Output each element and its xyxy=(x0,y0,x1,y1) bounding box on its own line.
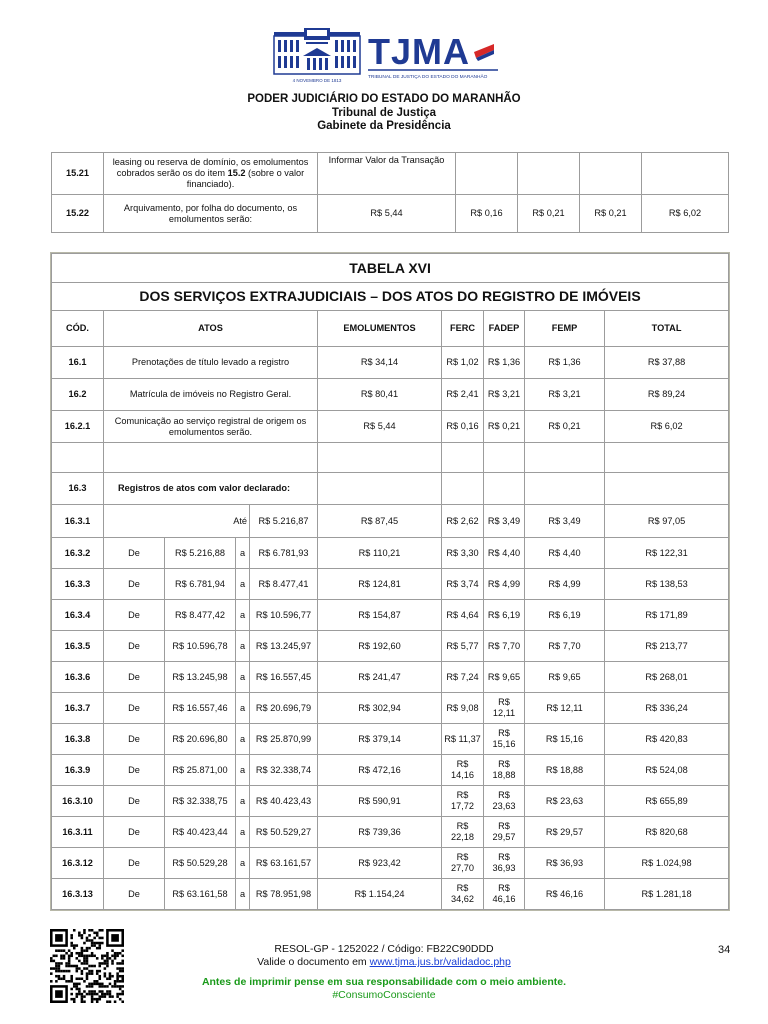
femp-cell: R$ 12,11 xyxy=(525,693,605,724)
range-from-cell: R$ 25.871,00 xyxy=(165,755,236,786)
table-row xyxy=(52,153,729,195)
ferc-cell: R$ 9,08 xyxy=(442,693,484,724)
fadep-cell: R$ 0,21 xyxy=(518,195,580,233)
fadep-cell: R$ 9,65 xyxy=(484,662,525,693)
table-title: TABELA XVI xyxy=(52,254,729,283)
total-cell xyxy=(642,153,729,195)
femp-cell: R$ 6,19 xyxy=(525,600,605,631)
de-label: De xyxy=(104,600,165,631)
code-cell: 16.3.5 xyxy=(52,631,104,662)
total-cell: R$ 1.281,18 xyxy=(605,879,729,910)
femp-cell: R$ 3,49 xyxy=(525,505,605,538)
range-to-cell: R$ 32.338,74 xyxy=(250,755,318,786)
ato-cell: leasing ou reserva de domínio, os emolumentos cobrados serão os do item 15.2 (sobre o valor financiado). xyxy=(104,153,318,195)
total-cell: R$ 89,24 xyxy=(605,379,729,411)
code-cell: 16.3.10 xyxy=(52,786,104,817)
page-number: 34 xyxy=(718,944,731,956)
range-to-cell: R$ 10.596,77 xyxy=(250,600,318,631)
range-from-cell: R$ 63.161,58 xyxy=(165,879,236,910)
de-label: De xyxy=(104,631,165,662)
de-label: De xyxy=(104,786,165,817)
code-cell: 16.3.2 xyxy=(52,538,104,569)
footer-hashtag: #ConsumoConsciente xyxy=(332,989,436,1001)
de-label: De xyxy=(104,662,165,693)
code-cell: 16.3.11 xyxy=(52,817,104,848)
header-court-name: PODER JUDICIÁRIO DO ESTADO DO MARANHÃO xyxy=(247,93,521,105)
range-from-cell: R$ 10.596,78 xyxy=(165,631,236,662)
ferc-cell: R$ 0,16 xyxy=(442,411,484,443)
ato-cell: Comunicação ao serviço registral de origem os emolumentos serão. xyxy=(104,411,318,443)
header-tribunal: Tribunal de Justiça xyxy=(331,107,437,119)
femp-cell: R$ 4,40 xyxy=(525,538,605,569)
emolumentos-cell: R$ 379,14 xyxy=(318,724,442,755)
table-row xyxy=(52,347,729,379)
de-label: De xyxy=(104,755,165,786)
range-from-cell: R$ 40.423,44 xyxy=(165,817,236,848)
fadep-cell: R$ 6,19 xyxy=(484,600,525,631)
ferc-cell: R$ 22,18 xyxy=(442,817,484,848)
ferc-cell: R$ 11,37 xyxy=(442,724,484,755)
table-title-row xyxy=(52,254,729,283)
section-label: Registros de atos com valor declarado: xyxy=(104,473,318,505)
total-cell: R$ 524,08 xyxy=(605,755,729,786)
ferc-cell xyxy=(456,153,518,195)
total-cell: R$ 97,05 xyxy=(605,505,729,538)
header-fadep: FADEP xyxy=(484,311,525,347)
total-cell: R$ 336,24 xyxy=(605,693,729,724)
emolumentos-cell: Informar Valor da Transação xyxy=(318,153,456,195)
emolumentos-cell: R$ 241,47 xyxy=(318,662,442,693)
header-gabinete: Gabinete da Presidência xyxy=(317,120,451,132)
ferc-cell: R$ 3,30 xyxy=(442,538,484,569)
ferc-cell: R$ 27,70 xyxy=(442,848,484,879)
de-label: De xyxy=(104,724,165,755)
emolumentos-cell: R$ 154,87 xyxy=(318,600,442,631)
header-emolumentos: EMOLUMENTOS xyxy=(318,311,442,347)
fadep-cell: R$ 0,21 xyxy=(484,411,525,443)
table-row xyxy=(52,724,729,755)
range-from-cell: R$ 50.529,28 xyxy=(165,848,236,879)
footer-eco-message: Antes de imprimir pense em sua responsabilidade com o meio ambiente. xyxy=(201,976,567,988)
code-cell: 16.2.1 xyxy=(52,411,104,443)
table-row xyxy=(52,195,729,233)
code-cell: 16.3.4 xyxy=(52,600,104,631)
code-cell: 16.3.1 xyxy=(52,505,104,538)
a-label: a xyxy=(236,631,250,662)
validation-link[interactable]: www.tjma.jus.br/validadoc.php xyxy=(369,956,511,968)
header-femp: FEMP xyxy=(525,311,605,347)
code-cell: 15.22 xyxy=(52,195,104,233)
range-from-cell: R$ 5.216,88 xyxy=(165,538,236,569)
femp-cell: R$ 0,21 xyxy=(580,195,642,233)
de-label: De xyxy=(104,569,165,600)
ferc-cell: R$ 1,02 xyxy=(442,347,484,379)
column-header-row xyxy=(52,311,729,347)
fadep-cell: R$ 12,11 xyxy=(484,693,525,724)
continuation-table xyxy=(51,152,729,233)
emolumentos-cell: R$ 87,45 xyxy=(318,505,442,538)
table-row xyxy=(52,631,729,662)
fadep-cell: R$ 29,57 xyxy=(484,817,525,848)
femp-cell: R$ 7,70 xyxy=(525,631,605,662)
ferc-cell: R$ 34,62 xyxy=(442,879,484,910)
femp-cell: R$ 3,21 xyxy=(525,379,605,411)
emolumentos-cell: R$ 590,91 xyxy=(318,786,442,817)
ato-cell: Matrícula de imóveis no Registro Geral. xyxy=(104,379,318,411)
total-cell: R$ 138,53 xyxy=(605,569,729,600)
range-to-cell: R$ 20.696,79 xyxy=(250,693,318,724)
femp-cell xyxy=(580,153,642,195)
de-label: De xyxy=(104,879,165,910)
range-to-cell: R$ 63.161,57 xyxy=(250,848,318,879)
a-label: a xyxy=(236,600,250,631)
range-from-cell: R$ 20.696,80 xyxy=(165,724,236,755)
fadep-cell xyxy=(518,153,580,195)
code-cell: 16.2 xyxy=(52,379,104,411)
emolumentos-cell: R$ 110,21 xyxy=(318,538,442,569)
header-ferc: FERC xyxy=(442,311,484,347)
tjma-logo xyxy=(272,28,500,84)
total-cell: R$ 37,88 xyxy=(605,347,729,379)
code-cell: 16.3.3 xyxy=(52,569,104,600)
range-to-cell: R$ 78.951,98 xyxy=(250,879,318,910)
table-row xyxy=(52,755,729,786)
table-row xyxy=(52,569,729,600)
range-to-cell: R$ 40.423,43 xyxy=(250,786,318,817)
code-cell: 16.3.12 xyxy=(52,848,104,879)
fadep-cell: R$ 18,88 xyxy=(484,755,525,786)
femp-cell: R$ 4,99 xyxy=(525,569,605,600)
fadep-cell: R$ 3,49 xyxy=(484,505,525,538)
range-from-cell: R$ 13.245,98 xyxy=(165,662,236,693)
table-row xyxy=(52,786,729,817)
emolumentos-cell: R$ 302,94 xyxy=(318,693,442,724)
fadep-cell: R$ 3,21 xyxy=(484,379,525,411)
table-row xyxy=(52,505,729,538)
table-subtitle-row xyxy=(52,283,729,311)
header-total: TOTAL xyxy=(605,311,729,347)
table-row xyxy=(52,879,729,910)
range-from-cell: R$ 8.477,42 xyxy=(165,600,236,631)
femp-cell: R$ 1,36 xyxy=(525,347,605,379)
ferc-cell: R$ 2,41 xyxy=(442,379,484,411)
ferc-cell: R$ 2,62 xyxy=(442,505,484,538)
emolumentos-cell: R$ 5,44 xyxy=(318,411,442,443)
total-cell: R$ 655,89 xyxy=(605,786,729,817)
de-label: De xyxy=(104,817,165,848)
fadep-cell: R$ 7,70 xyxy=(484,631,525,662)
table-row xyxy=(52,411,729,443)
total-cell: R$ 420,83 xyxy=(605,724,729,755)
total-cell: R$ 820,68 xyxy=(605,817,729,848)
fadep-cell: R$ 46,16 xyxy=(484,879,525,910)
svg-text:4 NOVEMBRO DE 1813: 4 NOVEMBRO DE 1813 xyxy=(292,78,342,83)
footer-resolution: RESOL-GP - 1252022 / Código: FB22C90DDD xyxy=(274,943,494,955)
total-cell: R$ 122,31 xyxy=(605,538,729,569)
code-cell: 16.1 xyxy=(52,347,104,379)
a-label: a xyxy=(236,538,250,569)
de-label: De xyxy=(104,538,165,569)
range-to-cell: R$ 5.216,87 xyxy=(250,505,318,538)
table-row xyxy=(52,848,729,879)
femp-cell: R$ 9,65 xyxy=(525,662,605,693)
ferc-cell: R$ 5,77 xyxy=(442,631,484,662)
table-row xyxy=(52,817,729,848)
emolumentos-cell: R$ 80,41 xyxy=(318,379,442,411)
code-cell: 16.3.8 xyxy=(52,724,104,755)
femp-cell: R$ 36,93 xyxy=(525,848,605,879)
ferc-cell: R$ 14,16 xyxy=(442,755,484,786)
emolumentos-cell: R$ 34,14 xyxy=(318,347,442,379)
ferc-cell: R$ 4,64 xyxy=(442,600,484,631)
a-label: a xyxy=(236,817,250,848)
code-cell: 16.3.13 xyxy=(52,879,104,910)
ato-cell: Arquivamento, por folha do documento, os emolumentos serão: xyxy=(104,195,318,233)
a-label: a xyxy=(236,724,250,755)
footer-validation: Valide o documento em www.tjma.jus.br/validadoc.php xyxy=(257,956,511,968)
femp-cell: R$ 0,21 xyxy=(525,411,605,443)
a-label: a xyxy=(236,879,250,910)
fadep-cell: R$ 1,36 xyxy=(484,347,525,379)
fadep-cell: R$ 36,93 xyxy=(484,848,525,879)
table-row xyxy=(52,379,729,411)
range-to-cell: R$ 25.870,99 xyxy=(250,724,318,755)
femp-cell: R$ 23,63 xyxy=(525,786,605,817)
header-atos: ATOS xyxy=(104,311,318,347)
total-cell: R$ 171,89 xyxy=(605,600,729,631)
a-label: a xyxy=(236,786,250,817)
total-cell: R$ 268,01 xyxy=(605,662,729,693)
femp-cell: R$ 29,57 xyxy=(525,817,605,848)
table-row xyxy=(52,693,729,724)
tabela-xvi xyxy=(51,253,729,910)
fadep-cell: R$ 23,63 xyxy=(484,786,525,817)
ate-label: Até xyxy=(104,505,250,538)
a-label: a xyxy=(236,848,250,879)
a-label: a xyxy=(236,662,250,693)
code-cell: 16.3.6 xyxy=(52,662,104,693)
range-to-cell: R$ 8.477,41 xyxy=(250,569,318,600)
svg-text:TJMA: TJMA xyxy=(368,31,470,72)
ferc-cell: R$ 0,16 xyxy=(456,195,518,233)
femp-cell: R$ 18,88 xyxy=(525,755,605,786)
emolumentos-cell: R$ 923,42 xyxy=(318,848,442,879)
range-from-cell: R$ 6.781,94 xyxy=(165,569,236,600)
emolumentos-cell: R$ 739,36 xyxy=(318,817,442,848)
emolumentos-cell: R$ 1.154,24 xyxy=(318,879,442,910)
range-to-cell: R$ 6.781,93 xyxy=(250,538,318,569)
ferc-cell: R$ 7,24 xyxy=(442,662,484,693)
table-row xyxy=(52,662,729,693)
range-from-cell: R$ 16.557,46 xyxy=(165,693,236,724)
section-row xyxy=(52,473,729,505)
fadep-cell: R$ 4,40 xyxy=(484,538,525,569)
total-cell: R$ 213,77 xyxy=(605,631,729,662)
range-to-cell: R$ 50.529,27 xyxy=(250,817,318,848)
total-cell: R$ 6,02 xyxy=(642,195,729,233)
ferc-cell: R$ 17,72 xyxy=(442,786,484,817)
emolumentos-cell: R$ 5,44 xyxy=(318,195,456,233)
a-label: a xyxy=(236,569,250,600)
fadep-cell: R$ 4,99 xyxy=(484,569,525,600)
range-to-cell: R$ 13.245,97 xyxy=(250,631,318,662)
range-from-cell: R$ 32.338,75 xyxy=(165,786,236,817)
ferc-cell: R$ 3,74 xyxy=(442,569,484,600)
femp-cell: R$ 46,16 xyxy=(525,879,605,910)
code-cell: 16.3 xyxy=(52,473,104,505)
table-row xyxy=(52,538,729,569)
emolumentos-cell: R$ 124,81 xyxy=(318,569,442,600)
code-cell: 15.21 xyxy=(52,153,104,195)
code-cell: 16.3.7 xyxy=(52,693,104,724)
ato-cell: Prenotações de título levado a registro xyxy=(104,347,318,379)
table-row xyxy=(52,600,729,631)
code-cell: 16.3.9 xyxy=(52,755,104,786)
a-label: a xyxy=(236,755,250,786)
blank-row xyxy=(52,443,729,473)
emolumentos-cell: R$ 192,60 xyxy=(318,631,442,662)
de-label: De xyxy=(104,848,165,879)
range-to-cell: R$ 16.557,45 xyxy=(250,662,318,693)
table-subtitle: DOS SERVIÇOS EXTRAJUDICIAIS – DOS ATOS DO REGISTRO DE IMÓVEIS xyxy=(52,283,729,311)
total-cell: R$ 6,02 xyxy=(605,411,729,443)
svg-text:TRIBUNAL DE JUSTIÇA DO ESTADO: TRIBUNAL DE JUSTIÇA DO ESTADO DO MARANHÃO xyxy=(368,75,488,80)
header-cod: CÓD. xyxy=(52,311,104,347)
femp-cell: R$ 15,16 xyxy=(525,724,605,755)
a-label: a xyxy=(236,693,250,724)
de-label: De xyxy=(104,693,165,724)
emolumentos-cell: R$ 472,16 xyxy=(318,755,442,786)
fadep-cell: R$ 15,16 xyxy=(484,724,525,755)
total-cell: R$ 1.024,98 xyxy=(605,848,729,879)
